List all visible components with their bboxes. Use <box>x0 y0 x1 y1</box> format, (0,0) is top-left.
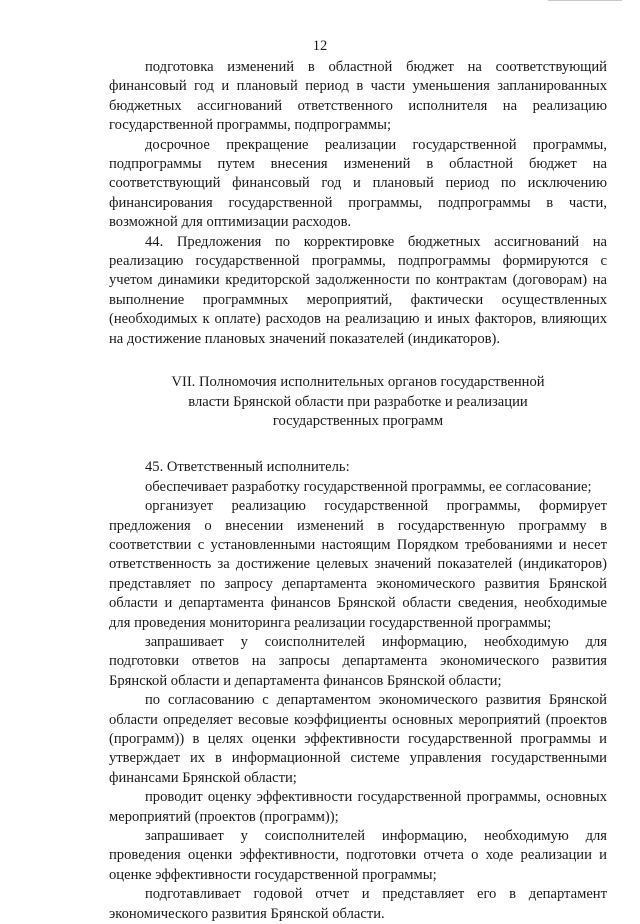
section-heading-line-2: власти Брянской области при разработке и реализации <box>188 393 528 410</box>
scan-edge-mark <box>548 0 622 5</box>
paragraph-45: 45. Ответственный исполнитель: <box>145 459 350 476</box>
paragraph-evaluates-efficiency: проводит оценку эффективности государственной программы, основных мероприятий (проектов (программ)); <box>109 789 607 825</box>
paragraph-annual-report: подготавливает годовой отчет и представляет его в департамент экономического развития Брянской области. <box>109 886 607 922</box>
paragraph-early-termination: досрочное прекращение реализации государственной программы, подпрограммы путем внесения изменений в областной бюджет на соответствующий финансовый год и плановый период по исключению финансирования государственной программы, подпрограммы в части, возможной для оптимизации расходов. <box>109 136 607 231</box>
document-body <box>109 58 607 924</box>
section-heading-line-1: VII. Полномочия исполнительных органов государственной <box>171 374 545 391</box>
paragraph-budget-changes: подготовка изменений в областной бюджет на соответствующий финансовый год и плановый период в части уменьшения запланированных бюджетных ассигнований ответственного исполнителя на реализацию государственной программы, подпрограммы; <box>109 59 607 134</box>
section-heading <box>109 373 607 431</box>
section-heading-line-3: государственных программ <box>272 412 444 429</box>
paragraph-organizes-implementation: организует реализацию государственной программы, формирует предложения о внесении изменений в государственную программу в соответствии с установленными настоящим Порядком требованиями и несет ответственность за достижение целевых значений показателей (индикаторов) представляет по запросу департамента экономического развития Брянской области и департамента финансов Брянской области сведения, необходимые для проведения мониторинга реализации государственной программы; <box>109 498 607 631</box>
paragraph-44: 44. Предложения по корректировке бюджетных ассигнований на реализацию государственной программы, подпрограммы формируются с учетом динамики кредиторской задолженности по контрактам (договорам) на выполнение программных мероприятий, фактически осуществленных (необходимых к оплате) расходов на реализацию и иных факторов, влияющих на достижение плановых значений показателей (индикаторов). <box>109 233 607 347</box>
paragraph-ensures-development: обеспечивает разработку государственной программы, ее согласование; <box>145 478 592 495</box>
paragraph-requests-information: запрашивает у соисполнителей информацию, необходимую для подготовки ответов на запросы департамента экономического развития Брянской области и департамента финансов Брянской области; <box>109 633 607 689</box>
page-number: 12 <box>312 38 328 54</box>
paragraph-weight-coefficients: по согласованию с департаментом экономического развития Брянской области определяет весовые коэффициенты основных мероприятий (проектов (программ)) в целях оценки эффективности государственной программы и утверждает их в информационной системе управления государственными финансами Брянской области; <box>109 692 607 786</box>
paragraph-requests-evaluation-info: запрашивает у соисполнителей информацию, необходимую для проведения оценки эффективности, подготовки отчета о ходе реализации и оценке эффективности государственной программы; <box>109 828 607 883</box>
